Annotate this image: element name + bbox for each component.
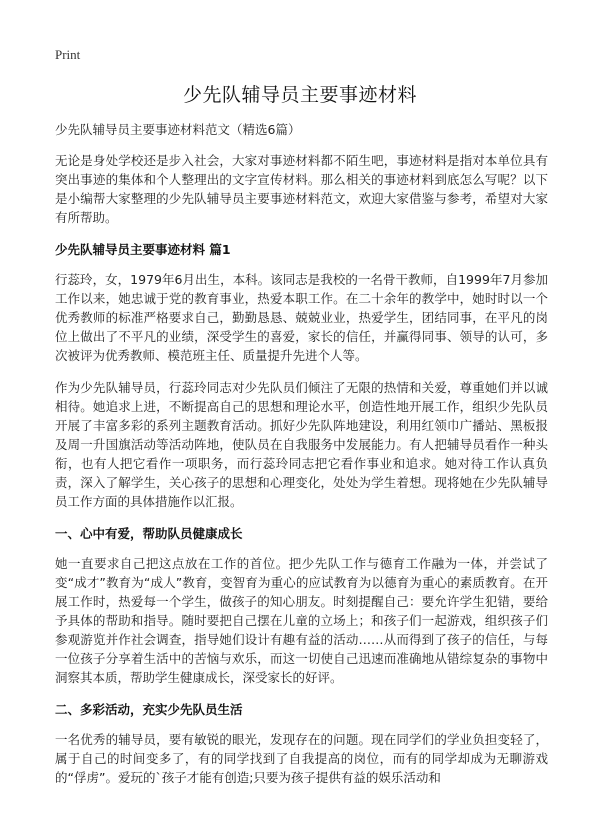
intro-paragraph: 无论是身处学校还是步入社会，大家对事迹材料都不陌生吧，事迹材料是指对本单位具有突出事迹的集体和个人整理出的文字宣传材料。那么相关的事迹材料到底怎么写呢？以下是小编帮大家整理的少先队辅导员主要事迹材料范文，欢迎大家借鉴与参考，希望对大家有所帮助。 — [55, 153, 548, 225]
section-paragraph: 她一直要求自己把这点放在工作的首位。把少先队工作与德育工作融为一体，并尝试了变“成才”教育为“成人”教育，变智育为重心的应试教育为以德育为重心的素质教育。在开展工作时，热爱每一个学生，做孩子的知心朋友。时刻提醒自己：要允许学生犯错，要给予具体的帮助和指导。随时要把自己摆在儿童的立场上；和孩子们一起游戏，组织孩子们参观游览并作社会调查，指导她们设计有趣有益的活动……从而得到了孩子的信任，与每一位孩子分享着生活中的苦恼与欢乐，而这一切使自己迅速而准确地从错综复杂的事物中洞察其本质，帮助学生健康成长，深受家长的好评。 — [55, 556, 548, 685]
document-subtitle: 少先队辅导员主要事迹材料范文（精选6篇） — [55, 122, 301, 137]
section-heading: 二、多彩活动，充实少先队员生活 — [55, 702, 243, 717]
body-paragraph: 行蕊玲，女，1979年6月出生，本科。该同志是我校的一名骨干教师，自1999年7月参加工作以来，她忠诚于党的教育事业，热爱本职工作。在二十余年的教学中，她时时以一个优秀教师的标准严格要求自己，勤勤恳恳、兢兢业业，热爱学生，团结同事，在平凡的岗位上做出了不平凡的业绩，深受学生的喜爱，家长的信任，并赢得同事、领导的认可，多次被评为优秀教师、模范班主任、质量提升先进个人等。 — [55, 272, 548, 363]
section-paragraph: 一名优秀的辅导员，要有敏锐的眼光，发现存在的问题。现在同学们的学业负担变轻了，属于自己的时间变多了，有的同学找到了自我提高的岗位，而有的同学却成为无聊游戏的“俘虏”。爱玩的`孩子才能有创造;只要为孩子提供有益的娱乐活动和 — [55, 732, 548, 785]
body-paragraph: 作为少先队辅导员，行蕊玲同志对少先队员们倾注了无限的热情和关爱，尊重她们并以诚相待。她追求上进，不断提高自己的思想和理论水平，创造性地开展工作，组织少先队员开展了丰富多彩的系列主题教育活动。抓好少先队阵地建设，利用红领巾广播站、黑板报及周一升国旗活动等活动阵地，使队员在自我服务中发展能力。有人把辅导员看作一种头衔，也有人把它看作一项职务，而行蕊玲同志把它看作事业和追求。她对待工作认真负责，深入了解学生，关心孩子的思想和心理变化，处处为学生着想。现将她在少先队辅导员工作方面的具体措施作以汇报。 — [55, 380, 548, 509]
print-link[interactable]: Print — [55, 47, 81, 62]
article-heading: 少先队辅导员主要事迹材料 篇1 — [55, 242, 231, 257]
document-body — [55, 120, 548, 800]
section-heading: 一、心中有爱，帮助队员健康成长 — [55, 526, 243, 541]
document-title: 少先队辅导员主要事迹材料 — [182, 84, 417, 106]
